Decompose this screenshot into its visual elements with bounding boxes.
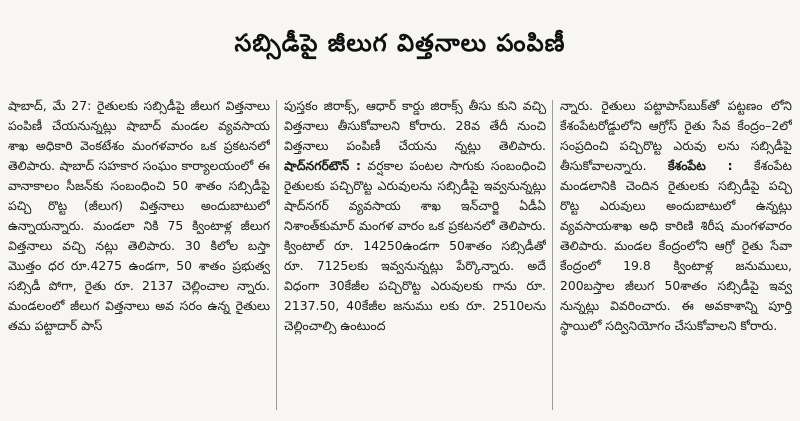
dateline-shadnagar: షాద్‌నగర్‌టౌన్ : — [284, 158, 361, 173]
article-column-3 — [560, 96, 792, 416]
article-column-2 — [284, 96, 546, 416]
column-1-text: షాబాద్, మే 27: రైతులకు సబ్సిడీపై జీలుగ విత్తనాలు పంపిణీ చేయనున్నట్లు షాబాద్ మండల వ్యవసాయ శాఖ అధికారి వెంకటేశం మంగళవారం ఒక ప్రకటనలో తెలిపారు. షాబాద్ సహకార సంఘం కార్యాలయంలో ఈ వానాకాలం సీజన్‌కు సంబంధించి 50 శాతం సబ్సిడీపై పచ్చి రొట్ట (జీలుగ) విత్తనాలు అందుబాటులో ఉన్నాయన్నారు. మండలా నికి 75 క్వింటాళ్ల జీలుగ విత్తనాలు వచ్చి నట్లు తెలిపారు. 30 కిలోల బస్తా మొత్తం ధర రూ.4275 ఉండగా, 50 శాతం ప్రభుత్వ సబ్సిడీ పోగా, రైతు రూ. 2137 చెల్లించాల న్నారు. మండలంలో జీలుగ విత్తనాలు అవ సరం ఉన్న రైతులు తమ పట్టాదార్ పాస్ — [8, 98, 270, 333]
article-column-1 — [8, 96, 270, 416]
dateline-keshampet: కేశంపేట : — [667, 158, 733, 173]
headline: సబ్సిడీపై జీలుగ విత్తనాలు పంపిణీ — [234, 29, 566, 57]
column-3-text — [560, 96, 792, 336]
column-divider-1 — [276, 100, 277, 410]
column-2-text — [284, 96, 546, 336]
column-3-part2: కేశంపేట మండలానికి చెందిన రైతులకు సబ్సిడీపై పచ్చి రొట్ట ఎరువులు అందుబాటులో ఉన్నట్లు వ్యవసాయశాఖ అధి కారిణి శిరీష మంగళవారం తెలిపారు. మండల కేంద్రంలోని ఆగ్రో రైతు సేవా కేంద్రంలో 19.8 క్వింటాళ్ల జనుములు, 200బస్తాల జీలుగ 50శాతం సబ్సిడీపై ఇవ్వ నున్నట్లు వివరించారు. ఈ అవకాశాన్ని పూర్తి స్థాయిలో సద్వినియోగం చేసుకోవాలని కోరారు. — [560, 158, 792, 333]
column-2-part1: పుస్తకం జిరాక్స్, ఆధార్ కార్డు జిరాక్స్ తీసు కుని వచ్చి విత్తనాలు తీసుకోవాలని కోరారు. 28వ తేదీ నుంచి విత్తనాలు పంపిణీ చేయను న్నట్లు తెలిపారు. — [284, 98, 546, 153]
column-3-part1: న్నారు. రైతులు పట్టాపాస్‌బుక్‌తో పట్టణం లోని కేశంపేటరోడ్డులోని ఆగ్రోస్ రైతు సేవ కేంద్రం–2లో సంప్రదించి పచ్చిరొట్ట ఎరువు లను సబ్సిడీపై తీసుకోవాలన్నారు. — [560, 98, 792, 173]
column-divider-2 — [552, 100, 553, 410]
column-2-part2: వర్షకాల పంటల సాగుకు సంబంధించి రైతులకు పచ్చిరొట్ట ఎరువులను సబ్సిడీపై ఇవ్వనున్నట్లు షాద్‌నగర్ వ్యవసాయ శాఖ ఇన్‌చార్జి ఏడీఏ నిశాంత్‌కుమార్ మంగళ వారం ఒక ప్రకటనలో తెలిపారు. క్వింటాల్ రూ. 14250ఉండగా 50శాతం సబ్సిడీతో రూ. 7125లకు ఇవ్వనున్నట్లు పేర్కొన్నారు. అదే విధంగా 30కేజీల పచ్చిరొట్ట ఎరువులకు గాను రూ. 2137.50, 40కేజీల జనుము లకు రూ. 2510లను చెల్లించాల్సి ఉంటుంద — [284, 158, 546, 333]
